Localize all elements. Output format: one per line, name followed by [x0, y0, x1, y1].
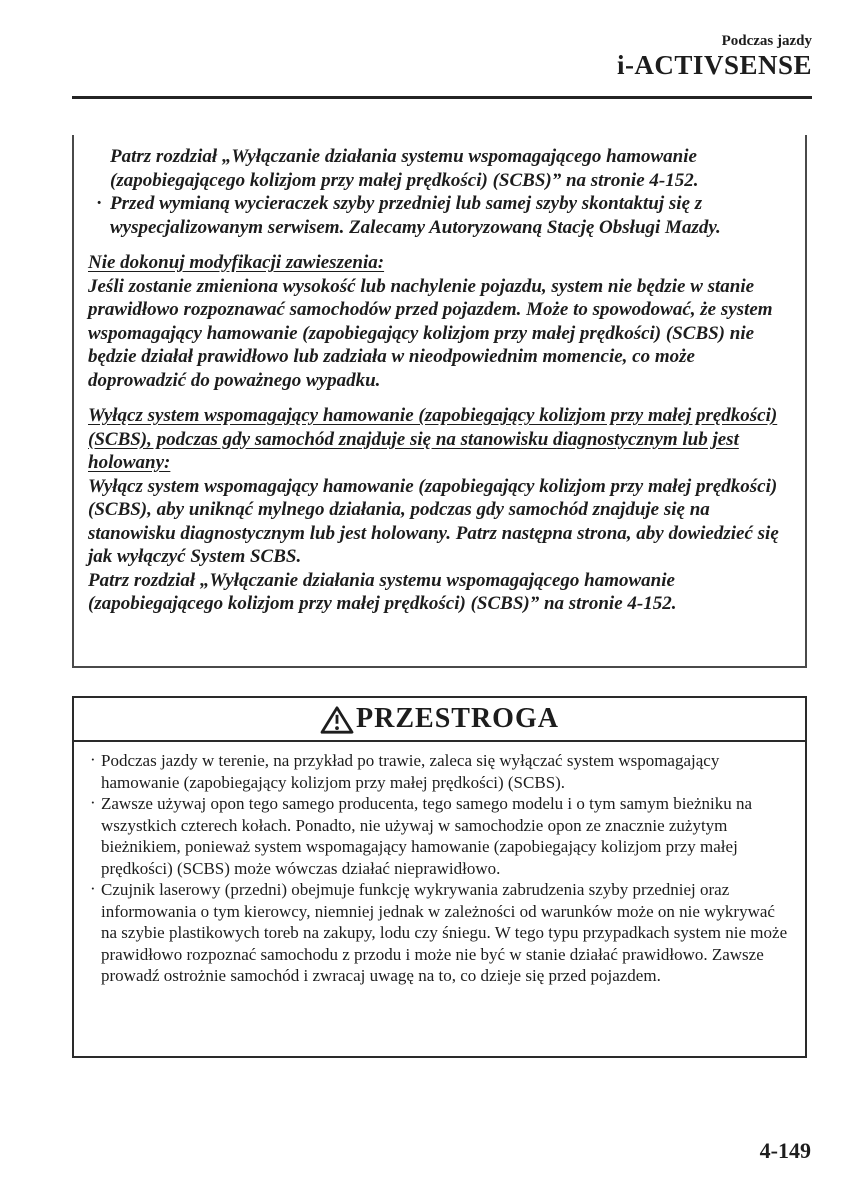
note-section [88, 251, 790, 392]
note-continued-paragraph: Patrz rozdział „Wyłączanie działania systemu wspomagającego hamowanie (zapobiegającego kolizjom przy małej prędkości) (SCBS)” na stronie 4-152. [110, 146, 699, 191]
note-section [88, 404, 790, 616]
running-header [72, 32, 812, 81]
caution-bullet-item [88, 793, 789, 879]
caution-bullet-item [88, 879, 789, 987]
caution-body [74, 742, 805, 995]
caution-bullet-text: Czujnik laserowy (przedni) obejmuje funkcję wykrywania zabrudzenia szyby przedniej oraz informowania o tym kierowcy, niemniej jednak w zależności od warunków może on nie wykrywać na szybie plastikowych toreb na zakupy, lodu czy śniegu. W tego typu przypadkach system nie może prawidłowo rozpoznać samochodu z przodu i może nie być w stanie działać prawidłowo. Zawsze prowadź ostrożnie samochód i zwracaj uwagę na to, co dzieje się przed pojazdem. [101, 880, 788, 985]
note-section-paragraph: Jeśli zostanie zmieniona wysokość lub nachylenie pojazdu, system nie będzie w stanie prawidłowo rozpoznawać samochodów przed pojazdem. Może to spowodować, że system wspomagający hamowanie (zapobiegający kolizjom przy małej prędkości) (SCBS) nie będzie działał prawidłowo lub zadziała w nieodpowiednim momencie, co może doprowadzić do poważnego wypadku. [88, 275, 773, 391]
note-bullet-item [96, 192, 790, 239]
warning-triangle-icon [320, 705, 354, 735]
caution-title: PRZESTROGA [356, 703, 559, 734]
bullet-dot-icon: · [90, 879, 96, 898]
header-chapter-title: i-ACTIVSENSE [616, 50, 812, 80]
note-bullet-text: Przed wymianą wycieraczek szyby przedniej lub samej szyby skontaktuj się z wyspecjalizowanym serwisem. Zalecamy Autoryzowaną Stację Obsługi Mazdy. [110, 193, 721, 238]
bullet-dot-icon: · [90, 793, 96, 812]
caution-bullet-text: Podczas jazdy w terenie, na przykład po trawie, zaleca się wyłączać system wspomagający hamowanie (zapobiegający kolizjom przy małej prędkości) (SCBS). [101, 751, 720, 792]
note-section-paragraph: Patrz rozdział „Wyłączanie działania systemu wspomagającego hamowanie (zapobiegającego kolizjom przy małej prędkości) (SCBS)” na stronie 4-152. [88, 569, 677, 614]
page-number: 4-149 [759, 1138, 811, 1163]
header-rule [72, 96, 812, 99]
note-section-paragraph: Wyłącz system wspomagający hamowanie (zapobiegający kolizjom przy małej prędkości) (SCBS), aby uniknąć mylnego działania, podczas gdy samochód znajduje się na stanowisku diagnostycznym lub jest holowany. Patrz następna strona, aby dowiedzieć się jak wyłączyć System SCBS. [88, 475, 779, 567]
note-box [72, 135, 807, 668]
note-section-heading: Nie dokonuj modyfikacji zawieszenia: [88, 252, 385, 273]
caution-header [74, 698, 805, 742]
caution-box [72, 696, 807, 1058]
header-section-label: Podczas jazdy [721, 33, 812, 49]
note-section-heading: Wyłącz system wspomagający hamowanie (zapobiegający kolizjom przy małej prędkości) (SCBS), podczas gdy samochód znajduje się na stanowisku diagnostycznym lub jest holowany: [88, 405, 778, 473]
caution-bullet-item [88, 750, 789, 793]
caution-bullet-text: Zawsze używaj opon tego samego producenta, tego samego modelu i o tym samym bieżniku na wszystkich czterech kołach. Ponadto, nie używaj w samochodzie opon ze znacznie zużytym bieżnikiem, ponieważ system wspomagający hamowanie (zapobiegający kolizjom przy małej prędkości) (SCBS) może wówczas działać nieprawidłowo. [101, 794, 753, 878]
note-continued-group [96, 145, 790, 239]
bullet-dot-icon: · [96, 193, 103, 214]
bullet-dot-icon: · [90, 750, 96, 769]
